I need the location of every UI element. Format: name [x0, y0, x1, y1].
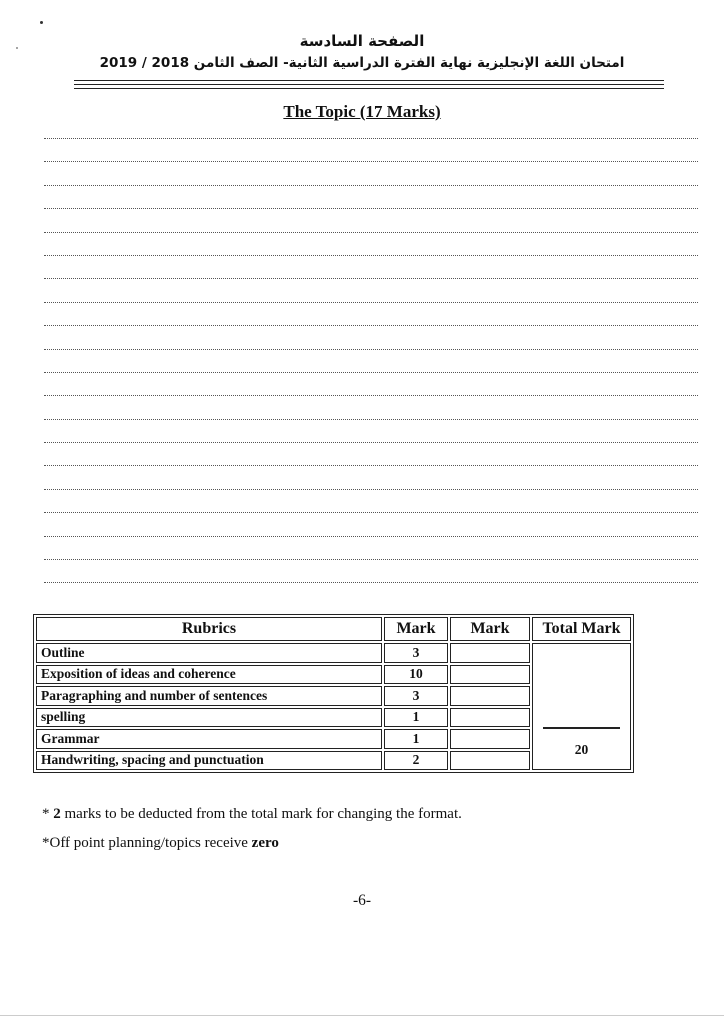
page-number: -6-	[352, 892, 372, 909]
student-mark-cell[interactable]	[450, 643, 530, 663]
total-mark-cell	[532, 643, 631, 770]
rubric-mark: 1	[384, 708, 448, 728]
off-point-note	[42, 835, 279, 852]
header-rule-3	[74, 88, 664, 89]
writing-line[interactable]	[44, 302, 698, 303]
writing-line[interactable]	[44, 349, 698, 350]
rubric-label: spelling	[36, 708, 382, 728]
student-mark-cell[interactable]	[450, 751, 530, 771]
note-star: *	[42, 806, 54, 822]
writing-line[interactable]	[44, 138, 698, 139]
scan-dot	[16, 47, 18, 49]
rubrics-header: Rubrics	[36, 617, 382, 641]
rubric-label: Paragraphing and number of sentences	[36, 686, 382, 706]
scan-edge-line	[0, 1015, 724, 1016]
writing-line[interactable]	[44, 489, 698, 490]
writing-line[interactable]	[44, 232, 698, 233]
writing-line[interactable]	[44, 208, 698, 209]
student-mark-cell[interactable]	[450, 686, 530, 706]
scan-dot	[40, 21, 43, 24]
writing-line[interactable]	[44, 419, 698, 420]
rubric-label: Exposition of ideas and coherence	[36, 665, 382, 685]
writing-line[interactable]	[44, 278, 698, 279]
rubric-mark: 2	[384, 751, 448, 771]
rubric-table	[33, 614, 634, 773]
rubric-label: Grammar	[36, 729, 382, 749]
note-offpoint-text: *Off point planning/topics receive	[42, 835, 252, 851]
note-deduction-value: 2	[53, 806, 61, 822]
rubric-mark: 3	[384, 643, 448, 663]
writing-line[interactable]	[44, 161, 698, 162]
rubric-header-row	[36, 617, 631, 641]
format-deduction-note	[42, 806, 462, 823]
rubric-mark: 10	[384, 665, 448, 685]
mark-header: Mark	[384, 617, 448, 641]
note-deduction-text: marks to be deducted from the total mark for changing the format.	[60, 806, 462, 822]
writing-line[interactable]	[44, 465, 698, 466]
rubric-label: Handwriting, spacing and punctuation	[36, 751, 382, 771]
student-mark-cell[interactable]	[450, 665, 530, 685]
student-mark-cell[interactable]	[450, 729, 530, 749]
writing-line[interactable]	[44, 512, 698, 513]
rubric-mark: 1	[384, 729, 448, 749]
writing-line[interactable]	[44, 559, 698, 560]
total-mark-value: 20	[574, 742, 589, 757]
writing-line[interactable]	[44, 372, 698, 373]
writing-line[interactable]	[44, 325, 698, 326]
student-mark-cell[interactable]	[450, 708, 530, 728]
writing-line[interactable]	[44, 255, 698, 256]
header-exam-title: امتحان اللغة الإنجليزية نهاية الفترة الدراسية الثانية- الصف الثامن 2018 / 2019	[99, 55, 625, 71]
rubric-mark: 3	[384, 686, 448, 706]
page-header	[60, 30, 664, 74]
note-offpoint-zero: zero	[251, 835, 279, 851]
total-mark-header: Total Mark	[532, 617, 631, 641]
writing-line[interactable]	[44, 536, 698, 537]
mark2-header: Mark	[450, 617, 530, 641]
topic-title: The Topic (17 Marks)	[283, 102, 441, 121]
total-mark-line	[543, 727, 620, 729]
writing-line[interactable]	[44, 582, 698, 583]
writing-line[interactable]	[44, 185, 698, 186]
writing-line[interactable]	[44, 395, 698, 396]
header-rule-1	[74, 80, 664, 81]
header-rule-2	[74, 84, 664, 85]
rubric-label: Outline	[36, 643, 382, 663]
header-page-label: الصفحة السادسة	[299, 32, 425, 50]
writing-lines	[44, 138, 698, 606]
writing-line[interactable]	[44, 442, 698, 443]
table-row	[36, 643, 631, 663]
